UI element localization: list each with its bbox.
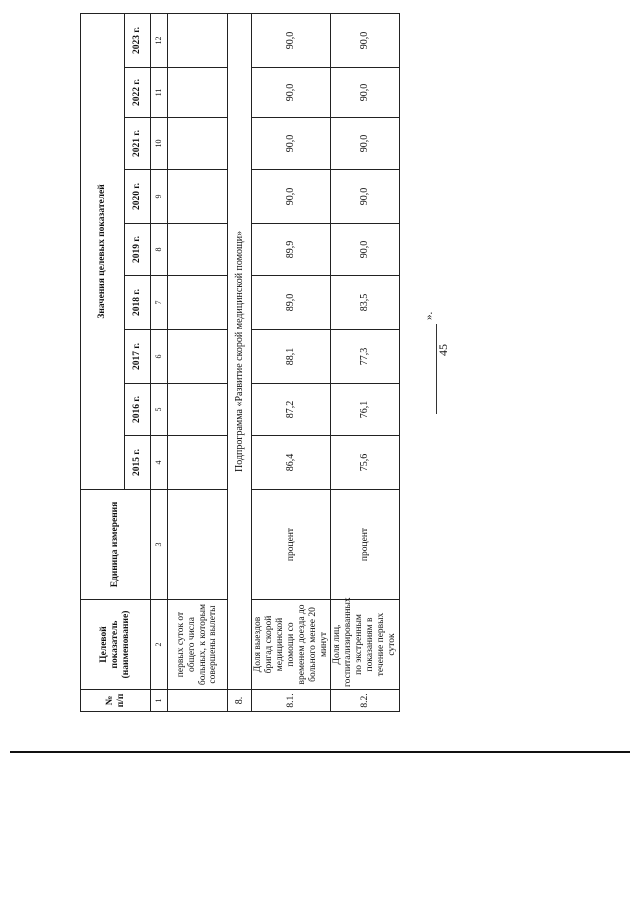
column-number: 1 xyxy=(151,690,168,712)
row-value: 77,3 xyxy=(331,330,400,384)
column-number: 9 xyxy=(151,170,168,224)
header-year: 2015 г. xyxy=(125,436,151,490)
indicators-table-container xyxy=(80,14,398,712)
row-value: 83,5 xyxy=(331,276,400,330)
column-number: 10 xyxy=(151,118,168,170)
closing-mark: ». xyxy=(423,311,435,320)
row-value: 89,0 xyxy=(252,276,331,330)
table-cell xyxy=(168,436,228,490)
column-number: 5 xyxy=(151,384,168,436)
header-name: Целевой показатель (наименование) xyxy=(81,600,151,690)
column-number: 11 xyxy=(151,68,168,118)
header-year: 2018 г. xyxy=(125,276,151,330)
table-cell xyxy=(168,330,228,384)
row-unit: процент xyxy=(331,490,400,600)
row-value: 90,0 xyxy=(331,224,400,276)
row-value: 90,0 xyxy=(331,13,400,67)
table-cell xyxy=(168,490,228,600)
column-number: 3 xyxy=(151,490,168,600)
header-unit: Единица измерения xyxy=(81,490,151,600)
table-cell xyxy=(168,690,228,712)
row-value: 90,0 xyxy=(331,68,400,118)
column-number: 6 xyxy=(151,330,168,384)
column-number: 4 xyxy=(151,436,168,490)
header-num: № п/п xyxy=(81,690,151,712)
row-value: 87,2 xyxy=(252,384,331,436)
row-value: 88,1 xyxy=(252,330,331,384)
row-value: 90,0 xyxy=(252,118,331,170)
page-number: 45 xyxy=(436,344,450,356)
section-number: 8. xyxy=(228,690,252,712)
header-year: 2016 г. xyxy=(125,384,151,436)
column-number: 2 xyxy=(151,600,168,690)
row-value: 75,6 xyxy=(331,436,400,490)
row-value: 90,0 xyxy=(331,170,400,224)
table-cell xyxy=(168,68,228,118)
row-name: Доля лиц, госпитализированных по экстренным показаниям в течение первых суток xyxy=(331,600,400,690)
header-year: 2019 г. xyxy=(125,224,151,276)
row-number: 8.1. xyxy=(252,690,331,712)
table-cell xyxy=(168,170,228,224)
indicators-table xyxy=(80,13,400,712)
row-value: 86,4 xyxy=(252,436,331,490)
table-cell xyxy=(168,224,228,276)
row-unit: процент xyxy=(252,490,331,600)
page-divider xyxy=(10,751,630,753)
column-number: 7 xyxy=(151,276,168,330)
header-year: 2022 г. xyxy=(125,68,151,118)
section-title: Подпрограмма «Развитие скорой медицинской помощи» xyxy=(228,13,252,689)
header-year: 2023 г. xyxy=(125,13,151,67)
table-cell xyxy=(168,118,228,170)
column-number: 12 xyxy=(151,13,168,67)
continued-row-text: первых суток от общего числа больных, к которым совершены вылеты xyxy=(168,600,228,690)
header-values: Значения целевых показателей xyxy=(81,13,125,489)
header-year: 2017 г. xyxy=(125,330,151,384)
header-year: 2020 г. xyxy=(125,170,151,224)
header-year: 2021 г. xyxy=(125,118,151,170)
row-value: 90,0 xyxy=(252,170,331,224)
closing-line xyxy=(423,311,437,414)
row-value: 76,1 xyxy=(331,384,400,436)
table-cell xyxy=(168,384,228,436)
column-number: 8 xyxy=(151,224,168,276)
row-value: 90,0 xyxy=(252,13,331,67)
row-value: 89,9 xyxy=(252,224,331,276)
row-value: 90,0 xyxy=(252,68,331,118)
row-name: Доля выездов бригад скорой медицинской помощи со временем доезда до больного менее 20 минут xyxy=(252,600,331,690)
table-cell xyxy=(168,13,228,67)
table-cell xyxy=(168,276,228,330)
row-number: 8.2. xyxy=(331,690,400,712)
row-value: 90,0 xyxy=(331,118,400,170)
